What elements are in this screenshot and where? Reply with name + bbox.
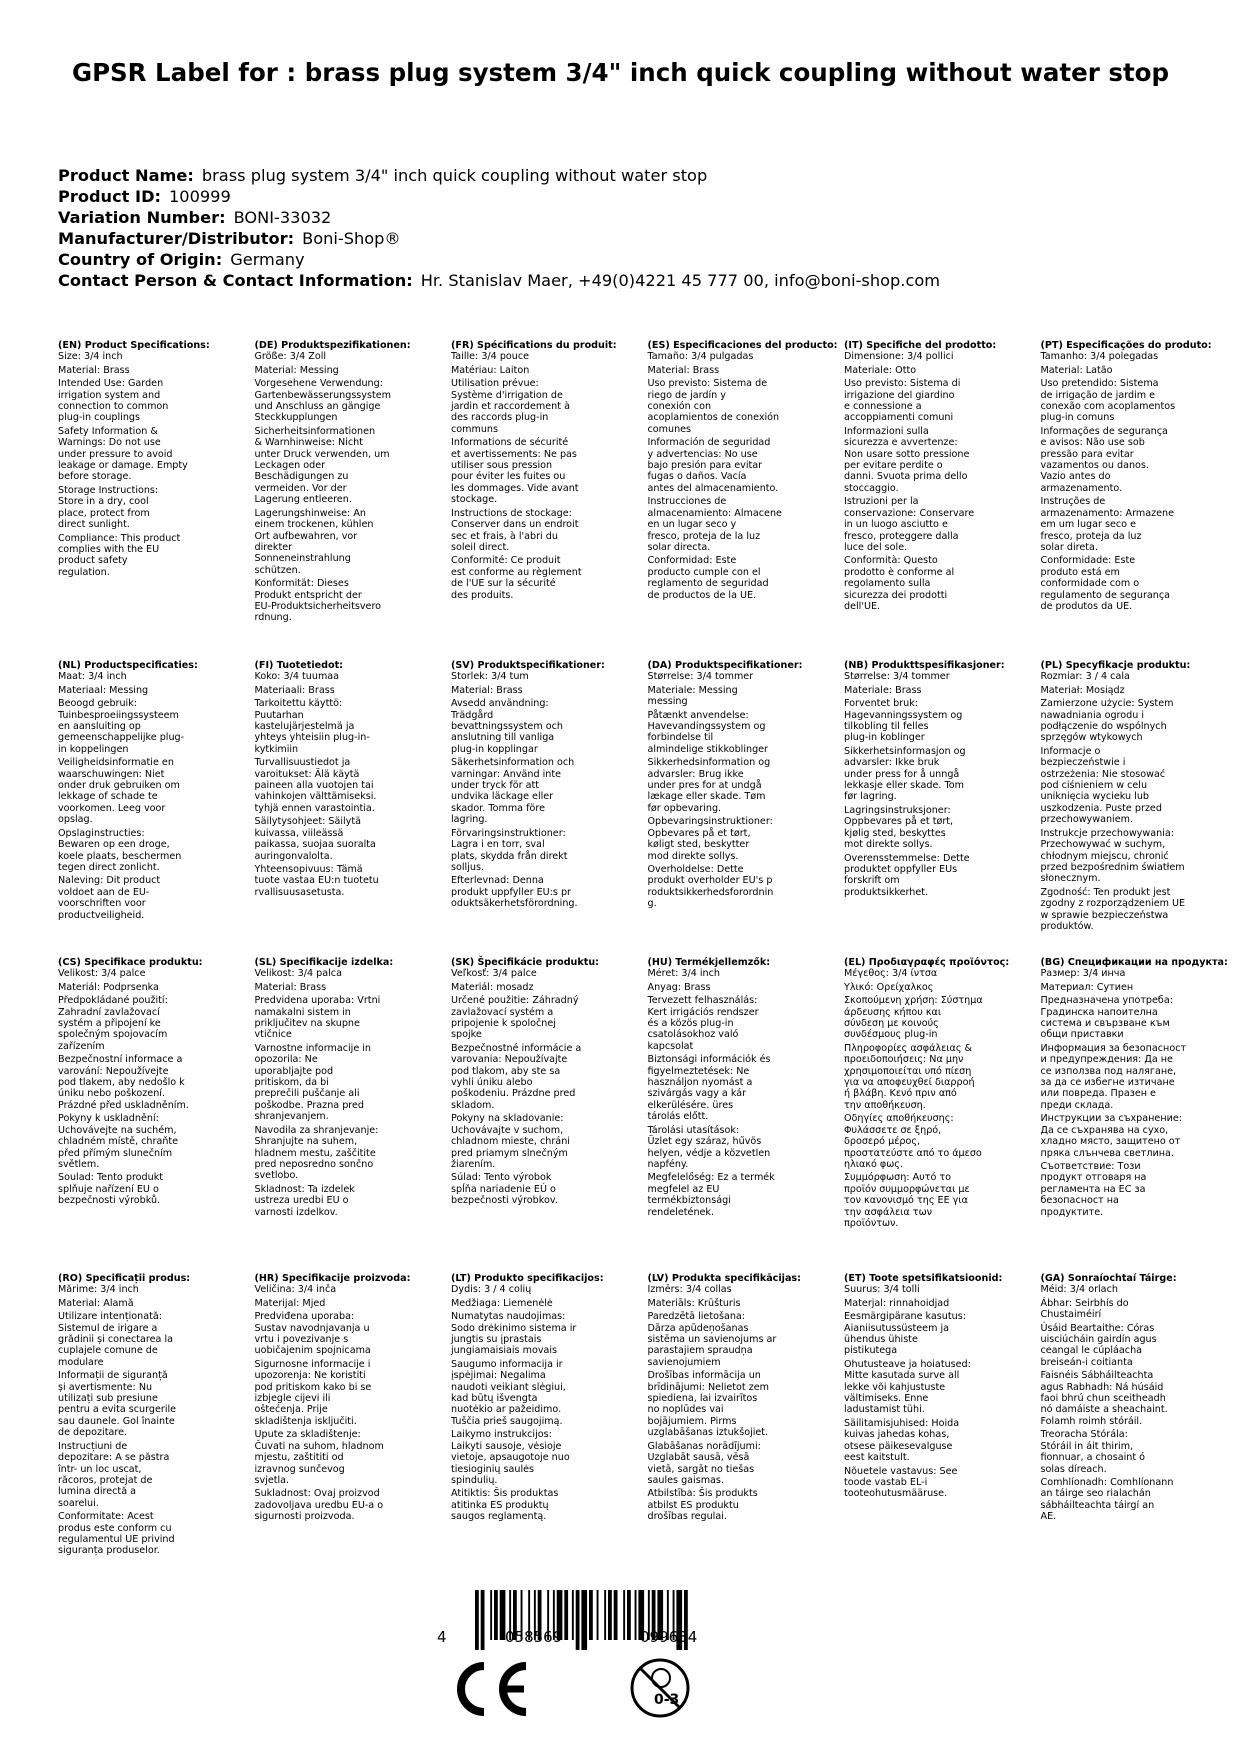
spec-line: Tárolási utasítások: Üzlet egy száraz, hűvös helyen, védje a közvetlen napfény.	[647, 1124, 771, 1170]
product-info	[58, 165, 1188, 291]
spec-title: (BG) Спецификации на продукта:	[1040, 957, 1228, 968]
not-for-children-0-3-icon	[628, 1656, 692, 1720]
spec-line: Comhlíonadh: Comhlíonann an táirge seo rialachán sábháilteachta táirgí an AE.	[1040, 1476, 1174, 1523]
spec-line: Materiāls: Krūšturis	[647, 1297, 741, 1309]
spec-block	[255, 660, 445, 900]
spec-line: Atbilstība: Šis produkts atbilst ES produktu drošības regulai.	[647, 1488, 758, 1523]
spec-line: Размер: 3/4 инча	[1040, 968, 1126, 980]
spec-line: Megfelelőség: Ez a termék megfelel az EU termékbiztonsági rendeletének.	[647, 1172, 775, 1218]
barcode-bar	[564, 1590, 568, 1640]
spec-line: Súlad: Tento výrobok spĺňa nariadenie EÚ o bezpečnosti výrobkov.	[451, 1172, 558, 1207]
spec-line: Velikost: 3/4 palca	[254, 968, 342, 980]
spec-line: Turvallisuustiedot ja varoitukset: Älä käytä paineen alla vuotojen tai vahinkojen välttämiseksi. tyhjä ennen varastointia.	[254, 757, 377, 814]
barcode-bar	[572, 1590, 574, 1640]
spec-block	[844, 957, 1034, 1231]
spec-block	[58, 340, 248, 580]
spec-line: Material: Messing	[254, 364, 339, 376]
spec-line: Säilytysohjeet: Säilytä kuivassa, viileässä paikassa, suojaa suoralta auringonvalolta.	[254, 816, 376, 862]
spec-line: Naleving: Dit product voldoet aan de EU- voorschriften voor productveiligheid.	[58, 875, 161, 921]
spec-line: Πληροφορίες ασφάλειας & προειδοποιήσεις: Να μην χρησιμοποιείται υπό πίεση για να αποφευχθεί διαρροή ή βλάβη. Κενό πριν από την αποθήκευση.	[844, 1042, 975, 1111]
spec-line: Veiligheidsinformatie en waarschuwingen: Niet onder druk gebruiken om lekkage of schade te voorkomen. Leeg voor opslag.	[58, 757, 180, 826]
spec-line: Материал: Сутиен	[1040, 981, 1134, 993]
spec-line: Påtænkt anvendelse: Havevandingssystem og forbindelse til almindelige stikkoblinger	[647, 709, 769, 755]
spec-line: Zamierzone użycie: System nawadniania ogrodu i podłączenie do wspólnych sprzęgów wtykowych	[1040, 698, 1174, 744]
spec-block	[58, 660, 248, 923]
spec-line: Intended Use: Garden irrigation system and connection to common plug-in couplings	[58, 378, 169, 424]
spec-title: (IT) Specifiche del prodotto:	[844, 340, 997, 351]
spec-line: Ohutusteave ja hoiatused: Mitte kasutada surve all lekke või kahjustuste vältimiseks. Enne ladustamist tühi.	[844, 1358, 971, 1416]
ce-mark-icon	[448, 1660, 530, 1718]
spec-line: Paredzētā lietošana: Dārza apūdeņošanas sistēma un savienojums ar parastajiem spraudņa savienojumiem	[647, 1311, 777, 1368]
spec-line: Předpokládané použití: Zahradní zavlažovací systém a připojení ke společným spojovacím zařízením	[58, 995, 168, 1052]
spec-title: (NB) Produkttspesifikasjoner:	[844, 660, 1005, 671]
spec-line: Konformität: Dieses Produkt entspricht der EU-Produktsicherheitsvero rdnung.	[254, 578, 382, 624]
spec-line: Storlek: 3/4 tum	[451, 671, 529, 683]
spec-line: Laikymo instrukcijos: Laikyti sausoje, vėsioje vietoje, apsaugotoje nuo tiesioginių saulės spindulių.	[451, 1429, 570, 1486]
spec-line: Opbevaringsinstruktioner: Opbevares på et tørt, køligt sted, beskytter mod direkte sollys.	[647, 816, 773, 862]
spec-title: (EL) Προδιαγραφές προϊόντος:	[844, 957, 1010, 968]
spec-block	[451, 957, 641, 1209]
spec-line: Lagringsinstruksjoner: Oppbevares på et tørt, kjølig sted, beskyttes mot direkte sollys.	[844, 804, 954, 851]
spec-block	[648, 957, 838, 1220]
info-row	[58, 228, 1188, 249]
spec-line: Koko: 3/4 tuumaa	[254, 671, 340, 683]
spec-line: Materiał: Mosiądz	[1040, 684, 1125, 696]
spec-line: Materiale: Messing messing	[647, 684, 738, 708]
spec-line: Treoracha Stórála: Stóráil in áit thirim, fionnuar, a chosaint ó solas díreach.	[1040, 1429, 1146, 1475]
spec-line: Pokyny na skladovanie: Uchovávajte v suchom, chladnom mieste, chráni pred priamym slnečným žiarením.	[451, 1113, 570, 1170]
spec-line: Overholdelse: Dette produkt overholder EU's p roduktsikkerhedsforordnin g.	[647, 863, 774, 910]
spec-line: Safety Information & Warnings: Do not use under pressure to avoid leakage or damage. Empty before storage.	[58, 425, 188, 483]
info-value: brass plug system 3/4" inch quick coupling without water stop	[201, 166, 708, 185]
spec-line: Eesmärgipärane kasutus: Aianiisutussüsteem ja ühendus ühiste pistikutega	[844, 1311, 966, 1357]
spec-line: Ábhar: Seirbhís do Chustaiméirí	[1040, 1297, 1129, 1321]
spec-title: (SK) Špecifikácie produktu:	[451, 957, 600, 968]
spec-line: Съответствие: Този продукт отговаря на регламента на ЕС за безопасност на продуктите.	[1040, 1160, 1147, 1218]
spec-line: Efterlevnad: Denna produkt uppfyller EU:s pr oduktsäkerhetsförordning.	[451, 875, 578, 910]
spec-line: Instrucțiuni de depozitare: A se păstra într- un loc uscat, răcoros, protejat de lumina directă a soarelui.	[58, 1440, 170, 1509]
spec-block	[58, 1273, 248, 1559]
info-key: Contact Person & Contact Information:	[58, 271, 413, 290]
spec-line: Maat: 3/4 inch	[58, 671, 127, 683]
spec-line: Tamanho: 3/4 polegadas	[1040, 351, 1159, 363]
spec-line: Dydis: 3 / 4 colių	[451, 1284, 532, 1296]
info-row	[58, 270, 1188, 291]
spec-line: Material: Brass	[647, 364, 720, 376]
spec-block	[1041, 340, 1231, 614]
spec-line: Materiál: mosadz	[451, 981, 534, 993]
spec-title: (NL) Productspecificaties:	[58, 660, 198, 671]
spec-line: Suurus: 3/4 tolli	[844, 1284, 920, 1296]
spec-line: Medžiaga: Liemenėlė	[451, 1297, 553, 1309]
barcode-bar	[589, 1590, 593, 1640]
spec-line: Lagerungshinweise: An einem trockenen, kühlen Ort aufbewahren, vor direkter Sonneneinstrahlung schützen.	[254, 507, 374, 576]
info-key: Product Name:	[58, 166, 194, 185]
spec-block	[1041, 660, 1231, 934]
spec-line: Conformidade: Este produto está em conformidade com o regulamento de segurança de produtos da UE.	[1040, 555, 1171, 612]
spec-line: Tamaño: 3/4 pulgadas	[647, 351, 754, 363]
info-key: Manufacturer/Distributor:	[58, 229, 295, 248]
info-row	[58, 165, 1188, 186]
spec-line: Materiál: Podprsenka	[58, 981, 159, 993]
spec-line: Sigurnosne informacije i upozorenja: Ne koristiti pod pritiskom kako bi se izbjegle cijevi ili oštećenja. Prije skladištenja isključiti.	[254, 1358, 372, 1427]
spec-line: Instructions de stockage: Conserver dans un endroit sec et frais, à l'abri du soleil direct.	[451, 507, 579, 553]
spec-line: Materiale: Otto	[844, 364, 917, 376]
spec-line: Material: Alamă	[58, 1297, 134, 1309]
barcode-bar	[597, 1590, 599, 1640]
spec-line: Opslaginstructies: Bewaren op een droge, koele plaats, beschermen tegen direct zonlicht.	[58, 827, 182, 873]
barcode-bar	[604, 1590, 606, 1640]
info-value: Boni-Shop®	[302, 229, 401, 248]
spec-line: Størrelse: 3/4 tommer	[647, 671, 754, 683]
spec-line: Instrukcje przechowywania: Przechowywać w suchym, chłodnym miejscu, chronić przed bezpośrednim światłem słonecznym.	[1040, 827, 1185, 885]
barcode-bar	[627, 1590, 631, 1640]
spec-title: (HU) Termékjellemzők:	[647, 957, 771, 968]
barcode-bar	[623, 1590, 625, 1640]
spec-line: Conformità: Questo prodotto è conforme al regolamento sulla sicurezza dei prodotti dell'UE.	[844, 555, 955, 612]
spec-title: (FI) Tuotetiedot:	[254, 660, 343, 671]
spec-line: Material: Brass	[254, 981, 327, 993]
spec-line: Taille: 3/4 pouce	[451, 351, 530, 363]
spec-line: Pokyny k uskladnění: Uchovávejte na suchém, chladném místě, chraňte před přímým slunečním světlem.	[58, 1113, 179, 1170]
spec-line: Instruções de armazenamento: Armazene em um lugar seco e fresco, proteja da luz solar direta.	[1040, 496, 1175, 553]
info-value: Germany	[230, 250, 305, 269]
spec-line: Soulad: Tento produkt splňuje nařízení EU o bezpečnosti výrobků.	[58, 1172, 164, 1207]
spec-line: Predviđena uporaba: Sustav navodnjavanja u vrtu i povezivanje s uobičajenim spojnicama	[254, 1311, 371, 1357]
spec-line: Beoogd gebruik: Tuinbesproeiingssysteem en aansluiting op gemeenschappelijke plug- in koppelingen	[58, 698, 185, 755]
spec-line: Förvaringsinstruktioner: Lagra i en torr, sval plats, skydda från direkt solljus.	[451, 827, 568, 873]
spec-line: Avsedd användning: Trädgård bevattningssystem och anslutning till vanliga plug-in kopplingar	[451, 698, 563, 755]
spec-block	[648, 660, 838, 912]
spec-line: Úsáid Beartaithe: Córas uisciúcháin gairdín agus ceangal le cúpláacha breiseán-i coitianta	[1040, 1322, 1157, 1368]
barcode-bar	[481, 1590, 485, 1650]
spec-line: Utilizare intenționată: Sistemul de irigare a grădinii și conectarea la cuplajele comune de modulare	[58, 1311, 173, 1368]
spec-line: Materijal: Mjed	[254, 1297, 326, 1309]
spec-line: Συμμόρφωση: Αυτό το προϊόν συμμορφώνεται με τον κανονισμό της ΕΕ για την ασφάλεια των προϊόντων.	[844, 1172, 970, 1229]
spec-title: (SV) Produktspecifikationer:	[451, 660, 605, 671]
spec-block	[255, 340, 445, 626]
spec-block	[1041, 957, 1231, 1220]
spec-line: Glabāšanas norādījumi: Uzglabāt sausā, vēsā vietā, sargāt no tiešas saules gaismas.	[647, 1440, 761, 1486]
spec-title: (PL) Specyfikacje produktu:	[1040, 660, 1191, 671]
spec-line: Säilitamisjuhised: Hoida kuivas jahedas kohas, otsese päikesevalguse eest kaitstult.	[844, 1417, 960, 1464]
spec-line: Upute za skladištenje: Čuvati na suhom, hladnom mjestu, zaštititi od izravnog sunčevog svjetla.	[254, 1429, 384, 1486]
spec-title: (DA) Produktspecifikationer:	[647, 660, 803, 671]
spec-block	[1041, 1273, 1231, 1525]
spec-title: (SL) Specifikacije izdelka:	[254, 957, 394, 968]
spec-line: Numatytas naudojimas: Sodo drėkinimo sistema ir jungtis su įprastais jungiamaisiais movais	[451, 1311, 577, 1357]
spec-line: Информация за безопасност и предупреждения: Да не се използва под налягане, за да се избегне изтичане или повреда. Празен е преди склада.	[1040, 1042, 1187, 1111]
spec-line: Nõuetele vastavus: See toode vastab EL-i tooteohutusmääruse.	[844, 1465, 958, 1500]
spec-line: Σκοπούμενη χρήση: Σύστημα άρδευσης κήπου και σύνδεση με κοινούς συνδέσμους plug-in	[844, 995, 983, 1041]
barcode-digits-right: 099634	[640, 1628, 698, 1646]
spec-line: Informacje o bezpieczeństwie i ostrzeżenia: Nie stosować pod ciśnieniem w celu uniknięcia wycieku lub uszkodzenia. Puste przed przechowywaniem.	[1040, 745, 1166, 826]
spec-title: (EN) Product Specifications:	[58, 340, 210, 351]
barcode-bar	[608, 1590, 612, 1640]
spec-line: Uso previsto: Sistema de riego de jardín y conexión con acoplamientos de conexión comunes	[647, 378, 780, 435]
spec-title: (LV) Produkta specifikācijas:	[647, 1273, 801, 1284]
info-key: Country of Origin:	[58, 250, 223, 269]
spec-line: Compliance: This product complies with the EU product safety regulation.	[58, 532, 181, 578]
spec-line: Materiaal: Messing	[58, 684, 149, 696]
spec-line: Uso pretendido: Sistema de irrigação de jardim e conexão com acoplamentos plug-in comuns	[1040, 378, 1176, 424]
spec-line: Materiaali: Brass	[254, 684, 335, 696]
spec-line: Rozmiar: 3 / 4 cala	[1040, 671, 1130, 683]
spec-line: Tarkoitettu käyttö: Puutarhan kastelujärjestelmä ja yhteys yhteisiin plug-in- kytkimiin	[254, 698, 370, 755]
barcode-bar	[576, 1590, 580, 1650]
spec-block	[58, 957, 248, 1209]
spec-line: Yhteensopivuus: Tämä tuote vastaa EU:n tuotetu rvallisuusasetusta.	[254, 863, 379, 898]
spec-line: Material: Latão	[1040, 364, 1113, 376]
spec-line: Storage Instructions: Store in a dry, cool place, protect from direct sunlight.	[58, 484, 159, 531]
spec-line: Conformité: Ce produit est conforme au règlement de l'UE sur la sécurité des produits.	[451, 555, 582, 601]
spec-line: Materjal: rinnahoidjad	[844, 1297, 950, 1309]
info-value: 100999	[168, 187, 231, 206]
spec-line: Size: 3/4 inch	[58, 351, 123, 363]
spec-title: (RO) Specificații produs:	[58, 1273, 191, 1284]
spec-block	[844, 340, 1034, 614]
barcode-bar	[614, 1590, 618, 1640]
barcode-bar	[475, 1590, 479, 1650]
spec-line: Saugumo informacija ir įspėjimai: Negalima naudoti veikiant slėgiui, kad būtų išvengta nuotėkio ar pažeidimo. Tuščia prieš saugojimą.	[451, 1358, 566, 1427]
spec-line: Sicherheitsinformationen & Warnhinweise: Nicht unter Druck verwenden, um Leckagen oder Beschädigungen zu vermeiden. Vor der Lagerung entleeren.	[254, 425, 390, 506]
label-title: GPSR Label for : brass plug system 3/4" inch quick coupling without water stop	[71, 58, 1170, 87]
spec-line: Veličina: 3/4 inča	[254, 1284, 337, 1296]
info-value: BONI-33032	[233, 208, 332, 227]
spec-line: Méret: 3/4 inch	[647, 968, 720, 980]
spec-line: Skladnost: Ta izdelek ustreza uredbi EU o varnosti izdelkov.	[254, 1183, 355, 1218]
spec-line: Bezpečnostní informace a varování: Nepoužívejte pod tlakem, aby nedošlo k úniku nebo poškození. Prázdné před uskladněním.	[58, 1054, 189, 1111]
spec-line: Sukladnost: Ovaj proizvod zadovoljava uredbu EU-a o sigurnosti proizvoda.	[254, 1488, 384, 1523]
age-mark-text: 0-3	[654, 1692, 680, 1708]
spec-line: Velikost: 3/4 palce	[58, 968, 146, 980]
spec-line: Atitiktis: Šis produktas atitinka ES produktų saugos reglamentą.	[451, 1488, 559, 1523]
spec-line: Bezpečnostné informácie a varovania: Nepoužívajte pod tlakom, aby ste sa vyhli úniku alebo poškodeniu. Prázdne pred skladom.	[451, 1042, 582, 1111]
spec-title: (HR) Specifikacije proizvoda:	[254, 1273, 411, 1284]
spec-line: Material: Brass	[58, 364, 130, 376]
spec-line: Sikkerhedsinformation og advarsler: Brug ikke under pres for at undgå lækage eller skade. Tøm før opbevaring.	[647, 757, 771, 814]
spec-line: Uso previsto: Sistema di irrigazione del giardino e connessione a accoppiamenti comuni	[844, 378, 961, 424]
spec-line: Veľkosť: 3/4 palce	[451, 968, 537, 980]
spec-line: Biztonsági információk és figyelmeztetések: Ne használjon nyomást a szivárgás vagy a kár elkerülésére. üres tárolás előtt.	[647, 1054, 771, 1123]
spec-line: Varnostne informacije in opozorila: Ne uporabljajte pod pritiskom, da bi preprečili puščanje ali poškodbe. Prazna pred shranjevanjem.	[254, 1042, 372, 1123]
spec-block	[451, 340, 641, 603]
spec-line: Informazioni sulla sicurezza e avvertenze: Non usare sotto pressione per evitare perdite o danni. Svuota prima dello stoccaggio.	[844, 425, 970, 494]
spec-line: Utilisation prévue: Système d'irrigation de jardin et raccordement à des raccords plug-in communs	[451, 378, 570, 435]
spec-line: Sikkerhetsinformasjon og advarsler: Ikke bruk under press for å unngå lekkasje eller skade. Tom før lagring.	[844, 745, 966, 803]
spec-line: Material: Brass	[451, 684, 523, 696]
spec-line: Μέγεθος: 3/4 ίντσα	[844, 968, 938, 980]
spec-line: Informations de sécurité et avertissements: Ne pas utiliser sous pression pour éviter les fuites ou les dommages. Vide avant stockage.	[451, 437, 579, 506]
spec-line: Vorgesehene Verwendung: Gartenbewässerungssystem und Anschluss an gängige Steckkupplungen	[254, 378, 391, 424]
spec-title: (PT) Especificações do produto:	[1040, 340, 1212, 351]
spec-block	[255, 1273, 445, 1525]
spec-line: Størrelse: 3/4 tommer	[844, 671, 950, 683]
info-row	[58, 186, 1188, 207]
spec-line: Instrucciones de almacenamiento: Almacene en un lugar seco y fresco, proteja de la luz solar directa.	[647, 496, 782, 553]
spec-line: Predvidena uporaba: Vrtni namakalni sistem in priključitev na skupne vtičnice	[254, 995, 381, 1041]
spec-title: (DE) Produktspezifikationen:	[254, 340, 411, 351]
spec-line: Größe: 3/4 Zoll	[254, 351, 327, 363]
spec-line: Faisnéis Sábháilteachta agus Rabhadh: Ná húsáid faoi bhrú chun sceitheadh nó damáiste a sheachaint. Folamh roimh stóráil.	[1040, 1370, 1168, 1427]
barcode-bar	[635, 1590, 637, 1640]
spec-line: Zgodność: Ten produkt jest zgodny z rozporządzeniem UE w sprawie bezpieczeństwa produktów.	[1040, 886, 1186, 932]
spec-line: Säkerhetsinformation och varningar: Använd inte under tryck för att undvika läckage eller skador. Tomma före lagring.	[451, 757, 575, 826]
spec-line: Navodila za shranjevanje: Shranjujte na suhem, hladnem mestu, zaščitite pred neposredno sončno svetlobo.	[254, 1124, 379, 1182]
info-row	[58, 207, 1188, 228]
barcode-digit-prefix: 4	[437, 1628, 447, 1646]
spec-line: Méid: 3/4 orlach	[1040, 1284, 1118, 1296]
spec-block	[255, 957, 445, 1220]
spec-line: Informații de siguranță și avertismente: Nu utilizați sub presiune pentru a evita scurgerile sau daunele. Gol înainte de depozitare.	[58, 1370, 177, 1439]
spec-block	[648, 340, 838, 603]
spec-line: Οδηγίες αποθήκευσης: Φυλάσσετε σε ξηρό, δροσερό μέρος, προστατεύστε από το άμεσο ηλιακό φως.	[844, 1113, 982, 1170]
spec-block	[648, 1273, 838, 1525]
spec-line: Istruzioni per la conservazione: Conservare in un luogo asciutto e fresco, proteggere dalla luce del sole.	[844, 496, 975, 553]
spec-line: Anyag: Brass	[647, 981, 711, 993]
spec-line: Materiale: Brass	[844, 684, 922, 696]
spec-line: Υλικό: Ορείχαλκος	[844, 981, 934, 993]
spec-line: Mărime: 3/4 inch	[58, 1284, 139, 1296]
info-key: Product ID:	[58, 187, 161, 206]
spec-line: Conformidad: Este producto cumple con el reglamento de seguridad de productos de la UE.	[647, 555, 769, 601]
spec-title: (GA) Sonraíochtaí Táirge:	[1040, 1273, 1177, 1284]
spec-line: Informações de segurança e avisos: Não use sob pressão para evitar vazamentos ou danos. Vazio antes do armazenamento.	[1040, 425, 1168, 494]
info-row	[58, 249, 1188, 270]
spec-line: Izmērs: 3/4 collas	[647, 1284, 732, 1296]
spec-title: (CS) Specifikace produktu:	[58, 957, 203, 968]
spec-line: Инструкции за съхранение: Да се съхранява на сухо, хладно място, защитено от пряка слънчева светлина.	[1040, 1113, 1182, 1159]
spec-line: Conformitate: Acest produs este conform cu regulamentul UE privind siguranța produselor.	[58, 1511, 175, 1557]
spec-block	[844, 660, 1034, 900]
spec-line: Drošības informācija un brīdinājumi: Nelietot zem spiediena, lai izvairītos no noplūdes vai bojājumiem. Pirms uzglabāšanas iztukšojiet.	[647, 1370, 769, 1439]
spec-line: Forventet bruk: Hagevanningssystem og tilkobling til felles plug-in koblinger	[844, 698, 963, 744]
spec-line: Matériau: Laiton	[451, 364, 530, 376]
spec-title: (LT) Produkto specifikacijos:	[451, 1273, 604, 1284]
spec-line: Určené použitie: Záhradný zavlažovací systém a pripojenie k spoločnej spojke	[451, 995, 579, 1041]
spec-line: Tervezett felhasználás: Kert irrigációs rendszer és a közös plug-in csatolásokhoz való kapcsolat	[647, 995, 759, 1052]
spec-block	[451, 1273, 641, 1525]
barcode-bar	[490, 1590, 492, 1640]
spec-line: Overensstemmelse: Dette produktet oppfyller EUs forskrift om produktsikkerhet.	[844, 852, 970, 898]
barcode-bar	[581, 1590, 587, 1650]
spec-line: Información de seguridad y advertencias: No use bajo presión para evitar fugas o daños. Vacía antes del almacenamiento.	[647, 437, 779, 494]
spec-title: (ET) Toote spetsifikatsioonid:	[844, 1273, 1003, 1284]
spec-block	[844, 1273, 1034, 1502]
spec-line: Dimensione: 3/4 pollici	[844, 351, 954, 363]
spec-line: Предназначена употреба: Градинска напоителна система и свързване към общи приставки	[1040, 995, 1173, 1041]
spec-title: (ES) Especificaciones del producto:	[647, 340, 838, 351]
barcode-digits-left: 058569	[505, 1628, 563, 1646]
spec-block	[451, 660, 641, 912]
info-value: Hr. Stanislav Maer, +49(0)4221 45 777 00, info@boni-shop.com	[420, 271, 941, 290]
barcode-bar	[494, 1590, 498, 1640]
info-key: Variation Number:	[58, 208, 226, 227]
spec-title: (FR) Spécifications du produit:	[451, 340, 617, 351]
